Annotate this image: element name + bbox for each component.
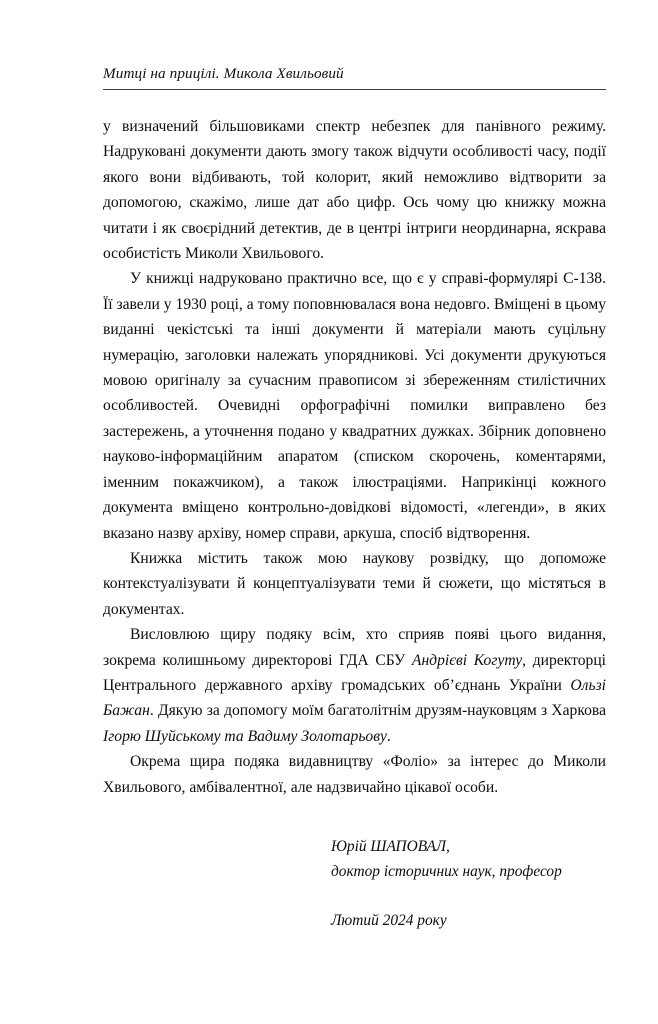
proper-name: Ользі Бажан	[103, 676, 606, 720]
para-2: У книжці надруковано практично все, що є у справі-формулярі С-138. Її завели у 1930 році, а тому поповнювалася вона недовго. Вміщені в цьому виданні чекістські та інші документи й матеріали мають суцільну нумерацію, заголовки належать упорядникові. Усі документи друкуються мовою оригіналу за сучасним правописом зі збереженням стилістичних особливостей. Очевидні орфографічні помилки виправлено без застережень, а уточнення подано у квадратних дужках. Збірник доповнено науково-інформаційним апаратом (списком скорочень, коментарями, іменним покажчиком), а також ілюстраціями. Наприкінці кожного документа вміщено контрольно-довідкові відомості, «легенди», в яких вказано назву архіву, номер справи, аркуша, спосіб відтворення.	[103, 270, 606, 542]
body-text	[103, 114, 606, 800]
signature-title: доктор історичних наук, професор	[331, 862, 562, 880]
para-5: Окрема щира подяка видавництву «Фоліо» за інтерес до Миколи Хвильового, амбівалентної, але надзвичайно цікавої особи.	[103, 753, 606, 796]
running-header: Митці на прицілі. Микола Хвильовий	[103, 65, 344, 82]
para-4: Висловлюю щиру подяку всім, хто сприяв появі цього видання, зокрема колишньому директорові ГДА СБУ Андрієві Когуту, директорці Центрального державного архіву громадських об’єднань України Ользі Бажан. Дякую за допомогу моїм багатолітнім друзям-науковцям з Харкова Ігорю Шуйському та Вадиму Золотарьову.	[103, 626, 607, 745]
page-content	[103, 64, 606, 930]
proper-name: Андрієві Когуту	[411, 651, 523, 669]
para-3: Книжка містить також мою наукову розвідку, що допоможе контекстуалізувати й концептуалізувати теми й сюжети, що містяться в документах.	[103, 549, 606, 618]
para-1: у визначений більшовиками спектр небезпек для панівного режиму. Надруковані документи дають змогу також відчути особливості часу, події якого вони відбивають, той колорит, який неможливо відтворити за допомогою, скажімо, лише дат або цифр. Ось чому цю книжку можна читати і як своєрідний детектив, де в центрі інтриги неординарна, яскрава особистість Миколи Хвильового.	[103, 118, 606, 263]
signature-author: Юрій ШАПОВАЛ,	[331, 837, 450, 855]
header-rule	[103, 89, 606, 90]
signature-block	[103, 834, 606, 884]
signature-date: Лютий 2024 року	[331, 911, 447, 929]
proper-name: Ігорю Шуйському та Вадиму Золотарьову	[103, 727, 387, 745]
